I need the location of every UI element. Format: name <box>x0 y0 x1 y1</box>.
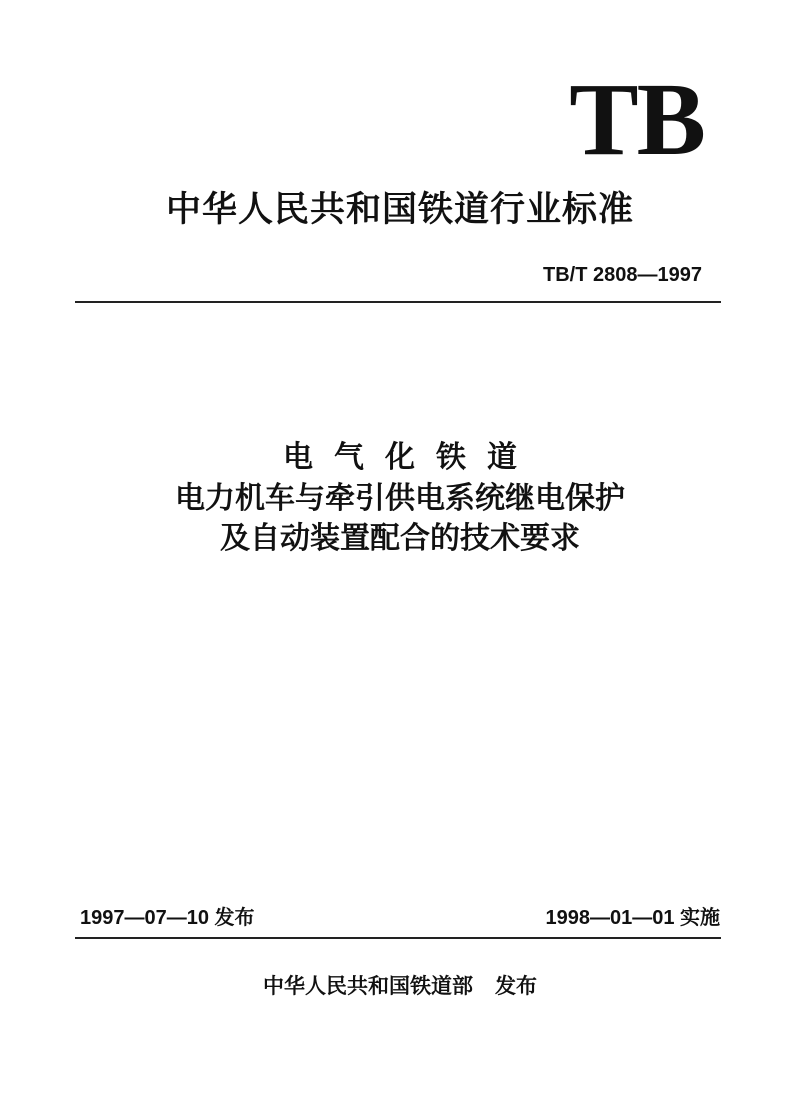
publisher-name: 中华人民共和国铁道部 <box>263 974 473 998</box>
implementation-date: 1998—01—01 实施 <box>545 907 720 929</box>
agency-title: 中华人民共和国铁道行业标准 <box>165 190 634 230</box>
document-title-line-1: 电气化铁道 <box>283 440 538 475</box>
standard-number: TB/T 2808—1997 <box>543 264 702 286</box>
top-divider <box>75 301 721 303</box>
publish-label: 发布 <box>495 974 537 998</box>
issue-date: 1997—07—10 发布 <box>80 907 255 929</box>
bottom-divider <box>75 937 721 939</box>
tb-logo: TB <box>569 62 704 177</box>
document-title-line-2: 电力机车与牵引供电系统继电保护 <box>175 481 625 516</box>
publisher-line <box>0 970 800 1000</box>
document-title-line-3: 及自动装置配合的技术要求 <box>220 521 580 556</box>
